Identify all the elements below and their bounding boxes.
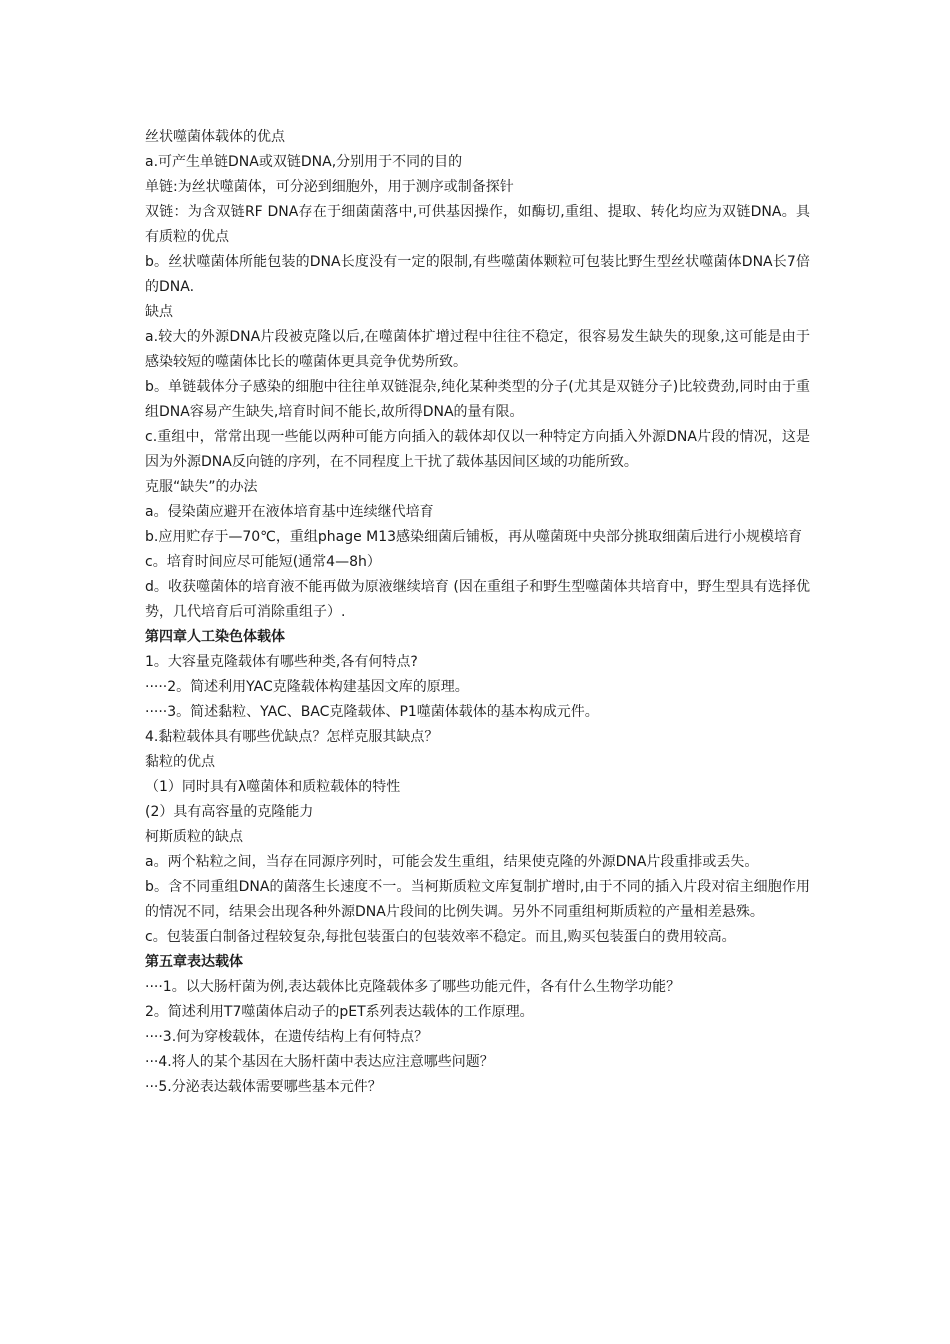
text-paragraph: (2）具有高容量的克隆能力	[145, 804, 314, 820]
text-paragraph: a。两个粘粒之间，当存在同源序列时，可能会发生重组，结果使克隆的外源DNA片段重排或丢失。	[145, 854, 759, 870]
chapter-heading: 第五章表达载体	[145, 954, 243, 970]
text-paragraph: ·····3。简述黏粒、YAC、BAC克隆载体、P1噬菌体载体的基本构成元件。	[145, 704, 599, 720]
text-paragraph: b。丝状噬菌体所能包装的DNA长度没有一定的限制,有些噬菌体颗粒可包装比野生型丝状噬菌体DNA长7倍的DNA.	[145, 254, 810, 295]
text-paragraph: 双链：为含双链RF DNA存在于细菌菌落中,可供基因操作，如酶切,重组、提取、转化均应为双链DNA。具有质粒的优点	[145, 204, 810, 245]
text-paragraph: c。培育时间应尽可能短(通常4—8h）	[145, 554, 381, 570]
document-body	[145, 125, 810, 1100]
text-paragraph: 柯斯质粒的缺点	[145, 829, 243, 845]
text-paragraph: b.应用贮存于—70℃，重组phage M13感染细菌后铺板，再从噬菌斑中央部分挑取细菌后进行小规模培育	[145, 529, 803, 545]
text-paragraph: 单链:为丝状噬菌体，可分泌到细胞外，用于测序或制备探针	[145, 179, 514, 195]
text-paragraph: b。单链载体分子感染的细胞中往往单双链混杂,纯化某种类型的分子(尤其是双链分子)比较费劲,同时由于重组DNA容易产生缺失,培育时间不能长,故所得DNA的量有限。	[145, 379, 810, 420]
text-paragraph: a.可产生单链DNA或双链DNA,分别用于不同的目的	[145, 154, 463, 170]
text-paragraph: 4.黏粒载体具有哪些优缺点？怎样克服其缺点？	[145, 729, 439, 745]
chapter-heading: 第四章人工染色体载体	[145, 629, 285, 645]
text-paragraph: 黏粒的优点	[145, 754, 215, 770]
text-paragraph: b。含不同重组DNA的菌落生长速度不一。当柯斯质粒文库复制扩增时,由于不同的插入片段对宿主细胞作用的情况不同，结果会出现各种外源DNA片段间的比例失调。另外不同重组柯斯质粒的产量相差悬殊。	[145, 879, 810, 920]
text-paragraph: ····1。以大肠杆菌为例,表达载体比克隆载体多了哪些功能元件，各有什么生物学功能？	[145, 979, 681, 995]
text-paragraph: ·····2。简述利用YAC克隆载体构建基因文库的原理。	[145, 679, 469, 695]
text-paragraph: 克服“缺失”的办法	[145, 479, 258, 495]
text-paragraph: （1）同时具有λ噬菌体和质粒载体的特性	[145, 779, 401, 795]
text-paragraph: ···4.将人的某个基因在大肠杆菌中表达应注意哪些问题？	[145, 1054, 494, 1070]
text-paragraph: c。包装蛋白制备过程较复杂,每批包装蛋白的包装效率不稳定。而且,购买包装蛋白的费用较高。	[145, 929, 736, 945]
text-paragraph: 1。大容量克隆载体有哪些种类,各有何特点?	[145, 654, 418, 670]
text-paragraph: a.较大的外源DNA片段被克隆以后,在噬菌体扩增过程中往往不稳定，很容易发生缺失的现象,这可能是由于感染较短的噬菌体比长的噬菌体更具竞争优势所致。	[145, 329, 810, 370]
text-paragraph: ····3.何为穿梭载体，在遗传结构上有何特点？	[145, 1029, 429, 1045]
text-paragraph: 丝状噬菌体载体的优点	[145, 129, 285, 145]
text-paragraph: ···5.分泌表达载体需要哪些基本元件？	[145, 1079, 382, 1095]
text-paragraph: 缺点	[145, 304, 173, 320]
text-paragraph: c.重组中，常常出现一些能以两种可能方向插入的载体却仅以一种特定方向插入外源DNA片段的情况，这是因为外源DNA反向链的序列，在不同程度上干扰了载体基因间区域的功能所致。	[145, 429, 810, 470]
text-paragraph: d。收获噬菌体的培育液不能再做为原液继续培育 (因在重组子和野生型噬菌体共培育中，野生型具有选择优势，几代培育后可消除重组子）.	[145, 579, 810, 620]
text-paragraph: 2。简述利用T7噬菌体启动子的pET系列表达载体的工作原理。	[145, 1004, 534, 1020]
text-paragraph: a。侵染菌应避开在液体培育基中连续继代培育	[145, 504, 434, 520]
